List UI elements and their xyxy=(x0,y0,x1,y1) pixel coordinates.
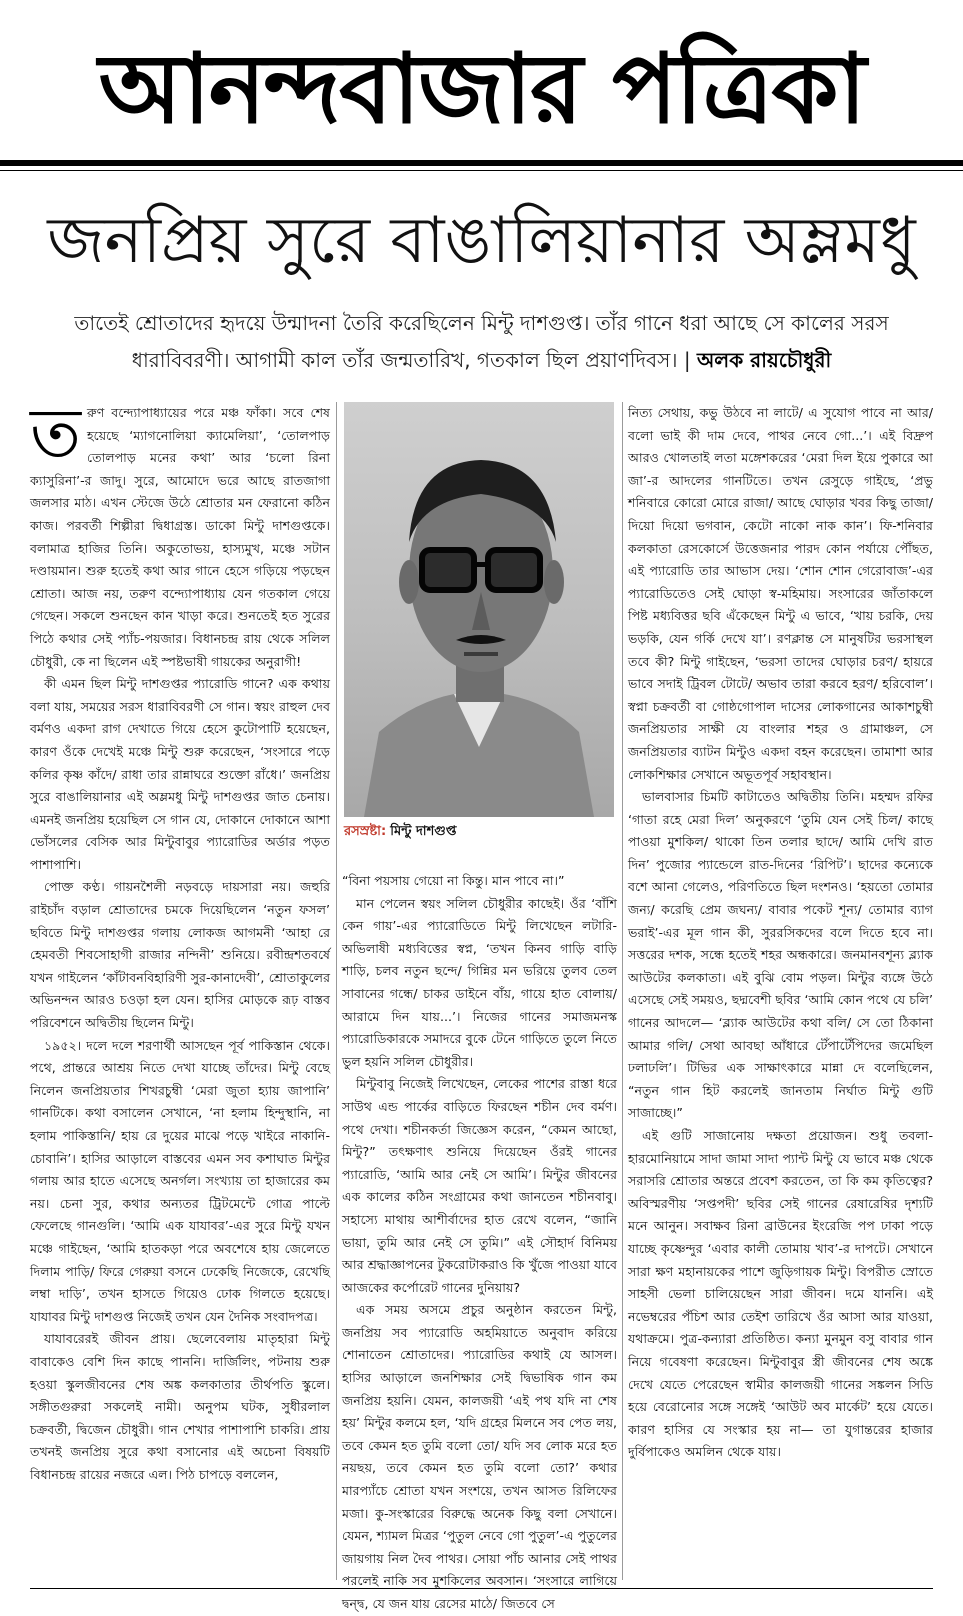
paragraph: ভালবাসার চিমটি কাটাতেও অদ্বিতীয় তিনি। মহম্মদ রফির ‘গাতা রহে মেরা দিল’ অনুকরণে ‘তুমি যেন সেই চিল/ কাছে পাওয়া মুশকিল/ থাকো তিন তলার ছাদে/ আমি দেখি রাত দিন’ পুজোর প্যান্ডেলে রাত-দিনের ‘রিপিট’। ছাদের কন্যেকে বশে আনা গেলেও, পরিণতিতে ছিল দংশনও। ‘হয়তো তোমার জন্য/ করেছি প্রেম জঘন্য/ বাবার পকেট শূন্য/ তোমার ব্যাগ ভরাই’-এর মূল গান কী, সুররসিকদের বলে দিতে হবে না। সত্তরের দশক, সন্ধে হতেই শহর অন্ধকারে। জনমানবশূন্য ব্ল্যাক আউটের কলকাতা। এই বুঝি বোম পড়ল। মিন্টুর ব্যঙ্গে উঠে এসেছে সেই সময়ও, ছদ্মবেশী ছবির ‘আমি কোন পথে যে চলি’ গানের আদলে— ‘ব্ল্যাক আউটের কথা বলি/ সে তো ঠিকানা আমার গলি/ সেথা আবছা আঁধারে টেঁপাটেঁপিদের জমেছিল ঢলাঢলি’। টিভির এক সাক্ষাৎকারে মান্না দে বলেছিলেন, “নতুন গান হিট করলেই জানতাম নির্ঘাত মিন্টু গুটি সাজাচ্ছে।” xyxy=(628,789,933,1121)
article-column-2 xyxy=(342,870,617,1611)
article-column-3 xyxy=(628,402,933,1580)
paragraph: মিন্টুবাবু নিজেই লিখেছেন, লেকের পাশের রাস্তা ধরে সাউথ এন্ড পার্কের বাড়িতে ফিরছেন শচীন দেব বর্মণ। পথে দেখা। শচীনকর্তা জিজ্ঞেস করেন, “কেমন আছো, মিন্টু?” তৎক্ষণাৎ শুনিয়ে দিয়েছেন ওঁরই গানের প্যারোডি, ‘আমি আর নেই সে আমি’। মিন্টুর জীবনের এক কালের কঠিন সংগ্রামের কথা জানতেন শচীনবাবু। সহাস্যে মাথায় আশীর্বাদের হাত রেখে বলেন, “জানি ভায়া, তুমি আর নেই সে তুমি।” এই সৌহার্দ বিনিময় আর শ্রদ্ধাজ্ঞাপনের টুকরোটাকরাও কি খুঁজে পাওয়া যাবে আজকের কর্পোরেট গানের দুনিয়ায়? xyxy=(342,1076,617,1295)
paragraph: যাযাবরেরই জীবন প্রায়। ছেলেবেলায় মাতৃহারা মিন্টু বাবাকেও বেশি দিন কাছে পাননি। দার্জিলিং, পটনায় শুরু হওয়া স্কুলজীবনের শেষ অঙ্ক কলকাতার তীর্থপতি স্কুলে। সঙ্গীতগুরুরা সকলেই নামী। অনুপম ঘটক, সুধীরলাল চক্রবর্তী, দ্বিজেন চৌধুরী। গান শেখার পাশাপাশি চাকরি। প্রায় তখনই জনপ্রিয় সুরে কথা বসানোর এই অচেনা বিষয়টি বিধানচন্দ্র রায়ের নজরে এল। পিঠ চাপড়ে বললেন, xyxy=(30,1331,330,1482)
paragraph: নিত্য সেথায়, কভু উঠবে না লাটে/ এ সুযোগ পাবে না আর/ বলো ভাই কী দাম দেবে, পাথর নেবে গো...’। এই বিদ্রুপ আরও খোলতাই লতা মঙ্গেশকরের ‘মেরা দিল ইয়ে পুকারে আ জা’-র আদলের গানটিতে। তখন রেসুড়ে গাইছে, ‘প্রভু শনিবারে কোরো মোরে রাজা/ আছে ঘোড়ার খবর কিছু তাজা/ দিয়ো দিয়ো ভগবান, কেটো নাকো নাক কান’। ফি-শনিবার কলকাতা রেসকোর্সে উত্তেজনার পারদ কোন পর্যায়ে পৌঁছত, এই প্যারোডি তার আভাস দেয়। ‘শোন শোন গেরোবাজ’-এর প্যারোডিতেও সেই ঘোড়া স্ব-মহিমায়। সংসারের জাঁতাকলে পিষ্ট মধ্যবিত্তর ছবি এঁকেছেন মিন্টু এ ভাবে, ‘খায় চরকি, দেয় ভড়কি, যেন গর্কি দেখে যা’। রণক্লান্ত সে মানুষটির ভরসাস্থল তবে কী? মিন্টু গাইছেন, ‘ভরসা তাদের ঘোড়ার চরণ/ হায়রে ভাবে সদাই ট্রিবল টোটে/ অভাব তারা করবে হরণ/ হরিবোল’। স্বপ্না চক্রবর্তী বা গোষ্ঠগোপাল দাসের লোকগানের আকাশচুম্বী জনপ্রিয়তার সাক্ষী যে বাংলার শহর ও গ্রামাঞ্চল, সে জনপ্রিয়তার ব্যাটন মিন্টুও একদা বহন করেছেন। তামাশা আর লোকশিক্ষার সেখানে অভূতপূর্ব সহাবস্থান। xyxy=(628,405,933,782)
paragraph: পোক্ত কণ্ঠ। গায়নশৈলী নড়বড়ে দায়সারা নয়। জহুরি রাইচাঁদ বড়াল শ্রোতাদের চমকে দিয়েছিলেন ‘নতুন ফসল’ ছবিতে মিন্টু দাশগুপ্তর গলায় লোকজ আগমনী ‘আহা রে হেমবতী শিবসোহাগী রাজার নন্দিনী’ শুনিয়ে। রবীন্দ্রশতবর্ষে যখন গাইলেন ‘কাঁটাবনবিহারিণী সুর-কানাদেবী’, শ্রোতাকুলের অভিনন্দন আরও চওড়া হল যেন। হাসির মোড়কে রূঢ় বাস্তব পরিবেশনে অদ্বিতীয় ছিলেন মিন্টু। xyxy=(30,879,330,1031)
portrait-photo xyxy=(344,402,614,817)
drop-cap: ত xyxy=(30,394,82,473)
paragraph: কী এমন ছিল মিন্টু দাশগুপ্তর প্যারোডি গানে? এক কথায় বলা যায়, সময়ের সরস ধারাবিবরণী সে গান। স্বয়ং রাহুল দেব বর্মণও একদা রাগ দেখাতে গিয়ে হেসে কুটোপাটি হয়েছেন, কারণ ওঁকে দেখেই মঞ্চে মিন্টু শুরু করেছেন, ‘সংসারে পড়ে কলির কৃষ্ণ কাঁদে/ রাধা তার রান্নাঘরে শুক্তো রাঁধে।’ জনপ্রিয় সুরে বাঙালিয়ানার এই অম্লমধু মিন্টু দাশগুপ্তর জাত চেনায়। এমনই জনপ্রিয় হয়েছিল সে গান যে, দোকানে দোকানে আশা ভোঁসলের বেসিক আর মিন্টুবাবুর প্যারোডির অর্ডার পড়ত পাশাপাশি। xyxy=(30,676,330,872)
article-deck xyxy=(40,305,923,379)
paragraph: ১৯৫২। দলে দলে শরণার্থী আসছেন পূর্ব পাকিস্তান থেকে। পথে, প্রান্তরে আশ্রয় নিতে দেখা যাচ্ছে তাঁদের। মিন্টু বেছে নিলেন জনপ্রিয়তার শিখরচুম্বী ‘মেরা জুতা হ্যায় জাপানি’ গানটিকে। কথা বসালেন সেখানে, ‘না হলাম হিন্দুস্থানি, না হলাম পাকিস্তানি/ হায় রে দুয়ের মাঝে পড়ে খাইরে নাকানি-চোবানি’। হাসির আড়ালে বাস্তবের এমন সব কশাঘাত মিন্টুর গলায় আর হাতে এসেছে অনর্গল। সংখ্যায় তা হাজারের কম নয়। চেনা সুর, কথার অন্যতর ট্রিটমেন্টে গোত্র পাল্টে ফেলেছে গানগুলি। ‘আমি এক যাযাবর’-এর সুরে মিন্টু যখন মঞ্চে গাইছেন, ‘আমি হাতকড়া পরে অবশেষে হায় জেলেতে দিলাম পাড়ি/ ফিরে গেরুয়া বসনে ঢেকেছি নিজেকে, রেখেছি লম্বা দাড়ি’, তখন হাসতে গিয়েও ঢোক গিলতে হয়েছে। যাযাবর মিন্টু দাশগুপ্ত নিজেই তখন যেন দৈনিক সংবাদপত্র। xyxy=(30,1037,330,1324)
newspaper-title: আনন্দবাজার পত্রিকা xyxy=(98,32,865,145)
bottom-rule xyxy=(30,1588,933,1589)
masthead xyxy=(0,14,963,164)
paragraph: মান পেলেন স্বয়ং সলিল চৌধুরীর কাছেই। ওঁর ‘বাঁশি কেন গায়’-এর প্যারোডিতে মিন্টু লিখেছেন লটারি-অভিলাষী মধ্যবিত্তের স্বপ্ন, ‘তখন কিনব গাড়ি বাড়ি শাড়ি, চলব নতুন ছন্দে/ গিন্নির মন ভরিয়ে তুলব তেল সাবানের গন্ধে/ চাকর ডাইনে বাঁয়, গায়ে হাত বোলায়/ আরামে দিন যায়...’। নিজের গানের সমাজমনস্ক প্যারোডিকারকে সমাদরে বুকে টেনে গাড়িতে তুলে নিতে ভুল হয়নি সলিল চৌধুরীর। xyxy=(342,895,617,1069)
paragraph-text: রুণ বন্দ্যোপাধ্যায়ের পরে মঞ্চ ফাঁকা। সবে শেষ হয়েছে ‘ম্যাগনোলিয়া ক্যামেলিয়া’, ‘তোলপাড় তোলপাড় মনের কথা’ আর ‘চলো রিনা ক্যাসুরিনা’-র জাদু। সুরে, আমোদে ভরে আছে রাতজাগা জলসার মাঠ। এখন স্টেজে উঠে শ্রোতার মন ফেরানো কঠিন কাজ। পরবর্তী শিল্পীরা দ্বিধাগ্রস্ত। ডাকো মিন্টু দাশগুপ্তকে। বলামাত্র হাজির তিনি। অকুতোভয়, হাস্যমুখ, মঞ্চে সটান দণ্ডায়মান। শুরু হতেই কথা আর গানে হেসে গড়িয়ে পড়ছেন শ্রোতা। আজ নয়, তরুণ বন্দ্যোপাধ্যায় যেন গতকাল গেয়ে গেছেন। সকলে শুনছেন কান খাড়া করে। শুনতেই হত সুরের পিঠে কথার সেই প্যাঁচ-পয়জার। বিধানচন্দ্র রায় থেকে সলিল চৌধুরী, কে না ছিলেন এই স্পষ্টভাষী গায়কের অনুরাগী! xyxy=(30,405,330,669)
headline-block xyxy=(0,186,963,296)
masthead-rule-thin xyxy=(0,170,963,171)
column-divider-2 xyxy=(622,402,623,1580)
caption-name: মিন্টু দাশগুপ্ত xyxy=(390,824,457,839)
caption-label: রসস্রষ্টা: xyxy=(344,824,387,839)
byline: অলক রায়চৌধুরী xyxy=(696,348,832,372)
portrait-illustration xyxy=(344,402,614,817)
masthead-rule-thick xyxy=(0,160,963,166)
article-column-1 xyxy=(30,394,330,1580)
paragraph: এই গুটি সাজানোয় দক্ষতা প্রয়োজন। শুধু তবলা-হারমোনিয়ামে সাদা জামা সাদা প্যান্ট মিন্টু যে ভাবে মঞ্চ থেকে সরাসরি শ্রোতার অন্তরে প্রবেশ করতেন, তা কি কম কৃতিত্বের? অবিস্মরণীয় ‘সপ্তপদী’ ছবির সেই গানের রেষারেষির দৃশ্যটি মনে আনুন। সবাক্ষব রিনা ব্রাউনের ইংরেজি পপ ঢাকা পড়ে যাচ্ছে কৃষ্ণেন্দুর ‘এবার কালী তোমায় খাব’-র দাপটে। সেখানে সারা ক্ষণ মহানায়কের পাশে জুড়িগায়ক মিন্টু। বিপরীত স্রোতে সাহসী ভেলা চালিয়েছেন সারা জীবন। দমে যাননি। এই নভেম্বরের পঁচিশ আর তেইশ তারিখে ওঁর আসা আর যাওয়া, যথাক্রমে। পুত্র-কন্যারা প্রতিষ্ঠিত। কন্যা মুনমুন বসু বাবার গান নিয়ে গবেষণা করেছেন। মিন্টুবাবুর স্ত্রী জীবনের শেষ অঙ্কে দেখে যেতে পেরেছেন স্বামীর কালজয়ী গানের সঙ্কলন সিডি হয়ে বেরোনোর সঙ্গে সঙ্গেই ‘আউট অব মার্কেট’ হয়ে যেতে। কারণ হাসির যে সংস্কার হয় না— তা যুগান্তরের হাজার দুর্বিপাকেও অমলিন থেকে যায়। xyxy=(628,1128,933,1460)
article-headline: জনপ্রিয় সুরে বাঙালিয়ানার অম্লমধু xyxy=(47,204,916,278)
paragraph xyxy=(30,394,330,673)
paragraph: এক সময় অসমে প্রচুর অনুষ্ঠান করতেন মিন্টু, জনপ্রিয় সব প্যারোডি অহমিয়াতে অনুবাদ করিয়ে শোনাতেন শ্রোতাদের। প্যারোডির কথাই যে আসল। হাসির আড়ালে জনশিক্ষার সেই দ্বিভাষিক গান কম জনপ্রিয় হয়নি। যেমন, কালজয়ী ‘এই পথ যদি না শেষ হয়’ মিন্টুর কলমে হল, ‘যদি গ্রহের মিলনে সব পেত লয়, তবে কেমন হত তুমি বলো তো/ যদি সব লোক মরে হত নয়ছয়, তবে কেমন হত তুমি বলো তো?’ কথার মারপ্যাঁচে শ্রোতা যখন সংশয়ে, তখন আসত রিলিফের মজা। কু-সংস্কারের বিরুদ্ধে অনেক কিছু বলা সেখানে। যেমন, শ্যামল মিত্রর ‘পুতুল নেবে গো পুতুল’-এ পুতুলের জায়গায় নিল দৈব পাথর। সোয়া পাঁচ আনার সেই পাথর পরলেই নাকি সব মুশকিলের অবসান। ‘সংসারে লাগিয়ে দ্বন্দ্ব, যে জন যায় রেসের মাঠে/ জিতবে সে xyxy=(342,1302,617,1611)
column-divider-1 xyxy=(336,402,337,1580)
deck-separator: | xyxy=(683,348,697,372)
paragraph: “বিনা পয়সায় গেয়ো না কিন্তু। মান পাবে না।” xyxy=(342,873,565,888)
deck-text: তাতেই শ্রোতাদের হৃদয়ে উন্মাদনা তৈরি করেছিলেন মিন্টু দাশগুপ্ত। তাঁর গানে ধরা আছে সে কালের সরস ধারাবিবরণী। আগামী কাল তাঁর জন্মতারিখ, গতকাল ছিল প্রয়াণদিবস। xyxy=(74,311,889,372)
photo-caption xyxy=(344,822,614,842)
